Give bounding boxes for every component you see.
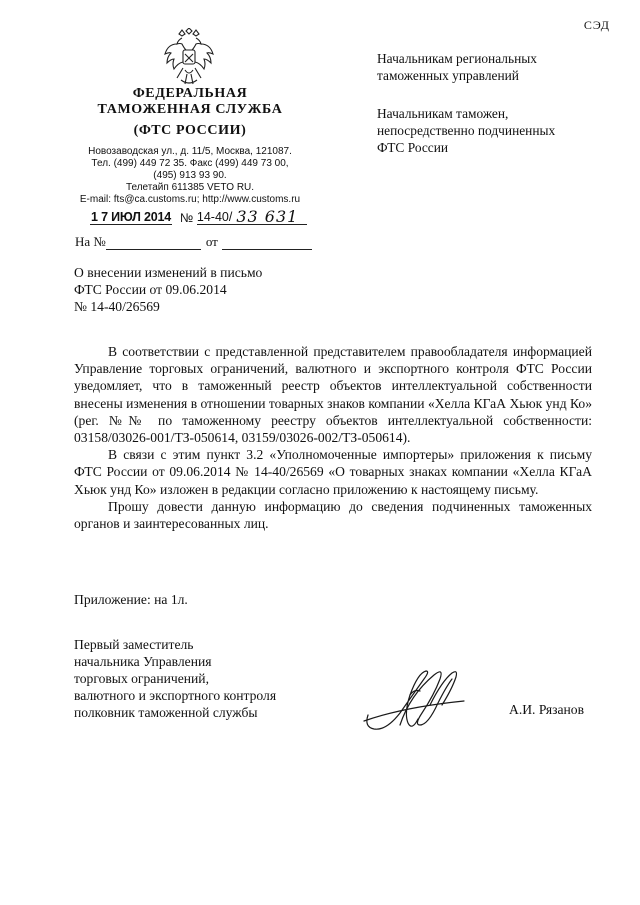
position-line: торговых ограничений, [74, 671, 209, 686]
reference-from-label: от [205, 234, 218, 249]
double-headed-eagle-emblem-icon [163, 28, 215, 86]
attachment-note: Приложение: на 1л. [74, 592, 188, 607]
org-abbreviation: (ФТС РОССИИ) [133, 123, 247, 138]
position-line: начальника Управления [74, 654, 212, 669]
sender-contacts [64, 146, 316, 206]
recipient-line: Начальникам таможен, [377, 106, 509, 121]
signatory-position [74, 636, 276, 721]
letter-subject [74, 264, 262, 315]
subject-line: ФТС России от 09.06.2014 [74, 282, 227, 297]
handwritten-signature-icon [360, 665, 475, 740]
registration-number-label: № [180, 211, 194, 225]
position-line: валютного и экспортного контроля [74, 688, 277, 703]
contact-phone-2: (495) 913 93 90. [153, 170, 227, 181]
registration-date: 1 7 ИЮЛ 2014 [91, 210, 171, 224]
recipient-block-1 [377, 50, 537, 84]
reference-number-label: На № [75, 234, 106, 249]
recipient-block-2 [377, 105, 555, 156]
document-system-mark: СЭД [583, 18, 610, 32]
contact-email: E-mail: fts@ca.customs.ru; http://www.customs.ru [79, 194, 301, 205]
contact-teletype: Телетайп 611385 VETO RU. [125, 182, 255, 193]
body-paragraph-3: Прошу довести данную информацию до сведения подчиненных таможенных органов и заинтересованных лиц. [74, 498, 592, 532]
body-paragraph-2: В связи с этим пункт 3.2 «Уполномоченные импортеры» приложения к письму ФТС России от 09.06.2014 № 14-40/26569 «О товарных знаках компании «Хелла КГаА Хьюк унд Ко» изложен в редакции согласно приложению к настоящему письму. [74, 447, 592, 497]
registration-number [196, 207, 307, 226]
reference-number-blank [106, 237, 201, 250]
recipient-line: непосредственно подчиненных [377, 123, 556, 138]
registration-number-handwritten: 33 631 [236, 207, 299, 226]
signatory-name: А.И. Рязанов [509, 702, 585, 717]
reference-date-blank [222, 237, 312, 250]
subject-line: О внесении изменений в письмо [74, 265, 263, 280]
body-paragraph-1: В соответствии с представленной представителем правообладателя информацией Управление торговых ограничений, валютного и экспортного контроля ФТС России уведомляет, что в таможенный реестр объектов интеллектуальной собственности внесены изменения в отношении товарных знаков компании «Хелла КГаА Хьюк унд Ко» (рег. №№ по таможенному реестру объектов интеллектуальной собственности: 03158/03026-001/ТЗ-050614, 03159/03026-002/ТЗ-050614). [74, 344, 592, 446]
subject-line: № 14-40/26569 [74, 299, 160, 314]
org-name-line1: ФЕДЕРАЛЬНАЯ [132, 86, 248, 101]
position-line: Первый заместитель [74, 637, 194, 652]
org-name-line2: ТАМОЖЕННАЯ СЛУЖБА [97, 102, 283, 117]
registration-number-prefix: 14-40/ [196, 210, 233, 224]
contact-address: Новозаводская ул., д. 11/5, Москва, 121087. [88, 146, 292, 157]
recipient-line: таможенных управлений [377, 68, 519, 83]
position-line: полковник таможенной службы [74, 705, 258, 720]
recipient-line: Начальникам региональных [377, 51, 537, 66]
letter-body [74, 343, 592, 532]
reference-line [75, 234, 312, 250]
registration-line [90, 207, 307, 226]
contact-phone: Тел. (499) 449 72 35. Факс (499) 449 73 00, [91, 158, 289, 169]
recipient-line: ФТС России [377, 140, 449, 155]
